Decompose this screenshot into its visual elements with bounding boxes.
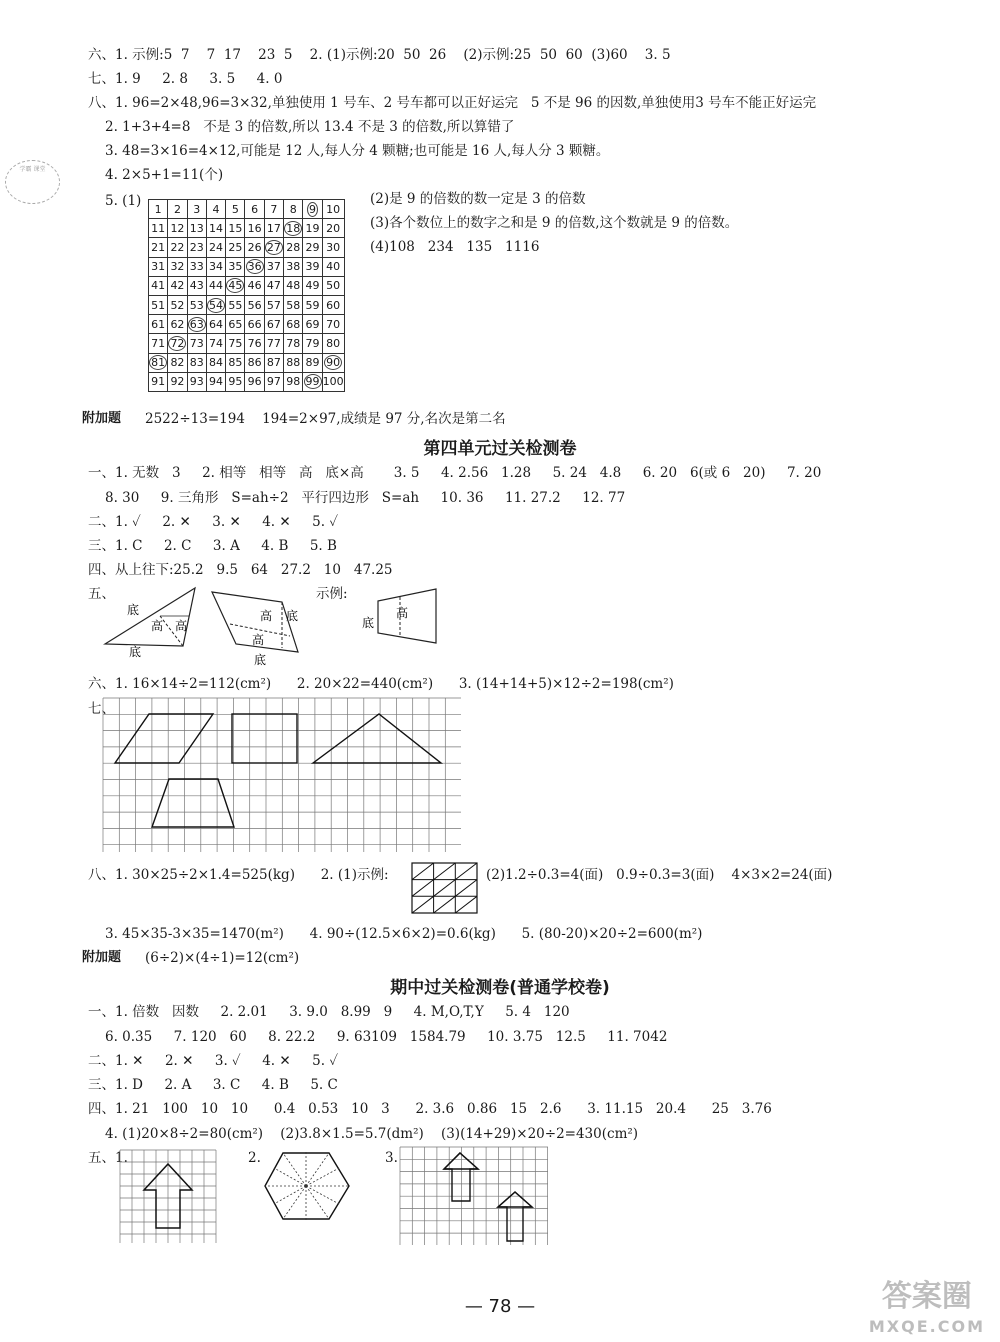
hundred-grid-cell: 60 <box>322 295 344 314</box>
hundred-grid-cell: 96 <box>245 372 264 391</box>
hundred-grid-cell: 57 <box>264 295 283 314</box>
unit4-line-4: 四、从上往下:25.2 9.5 64 27.2 10 47.25 <box>88 562 393 578</box>
hundred-grid-cell: 9 <box>303 200 322 219</box>
hundred-grid-cell: 27 <box>264 238 283 257</box>
unit4-line-7: 七、 <box>88 701 115 717</box>
hundred-grid-cell: 13 <box>187 219 206 238</box>
hundred-grid-cell: 1 <box>149 200 168 219</box>
hundred-grid-cell: 68 <box>284 315 303 334</box>
hundred-grid-cell: 44 <box>206 276 225 295</box>
hundred-grid-cell: 39 <box>303 257 322 276</box>
hundred-grid-cell: 2 <box>168 200 187 219</box>
hundred-grid-cell: 50 <box>322 276 344 295</box>
hundred-grid-cell: 56 <box>245 295 264 314</box>
hundred-grid-cell: 43 <box>187 276 206 295</box>
mid-line-5: 五、1. <box>88 1150 128 1166</box>
trapezoid-figure <box>360 587 450 653</box>
hundred-grid-cell: 71 <box>149 334 168 353</box>
unit4-line-1: 一、1. 无数 3 2. 相等 相等 高 底×高 3. 5 4. 2.56 1.28 5. 24 4.8 6. 20 6(或 6 20) 7. 20 <box>88 465 822 481</box>
unit4-line-8-2: (2)1.2÷0.3=4(面) 0.9÷0.3=3(面) 4×3×2=24(面) <box>486 867 833 883</box>
hundred-grid-cell: 7 <box>264 200 283 219</box>
hundred-grid-cell: 33 <box>187 257 206 276</box>
hundred-grid-cell: 48 <box>284 276 303 295</box>
hundred-grid-cell: 40 <box>322 257 344 276</box>
para-label-height-2: 高 <box>252 633 265 647</box>
parallelogram-figure <box>210 590 310 668</box>
hundred-grid-cell: 92 <box>168 372 187 391</box>
hundred-grid-cell: 18 <box>284 219 303 238</box>
mid-line-4: 四、1. 21 100 10 10 0.4 0.53 10 3 2. 3.6 0.86 15 2.6 3. 11.15 20.4 25 3.76 <box>88 1101 772 1117</box>
hundred-grid-cell: 34 <box>206 257 225 276</box>
hundred-grid-cell: 21 <box>149 238 168 257</box>
hundred-grid-cell: 19 <box>303 219 322 238</box>
mid-line-5-2: 2. <box>248 1150 261 1166</box>
hundred-grid-cell: 36 <box>245 257 264 276</box>
hundred-grid-row <box>149 200 345 219</box>
section-title-midterm: 期中过关检测卷(普通学校卷) <box>390 978 610 998</box>
hundred-grid-cell: 100 <box>322 372 344 391</box>
hundred-grid-row <box>149 353 345 372</box>
hundred-grid-cell: 53 <box>187 295 206 314</box>
watermark-logo: 答案圈 MXQE.COM <box>868 1279 985 1336</box>
hundred-grid-cell: 14 <box>206 219 225 238</box>
unit4-line-8-1: 八、1. 30×25÷2×1.4=525(kg) 2. (1)示例: <box>88 867 389 883</box>
drawing-grid-7 <box>103 698 465 856</box>
arrow-grid-figure <box>120 1150 218 1245</box>
trap-label-height: 高 <box>396 606 409 620</box>
hundred-grid-cell: 22 <box>168 238 187 257</box>
hundred-grid-cell: 91 <box>149 372 168 391</box>
hundred-grid-cell: 90 <box>322 353 344 372</box>
hundred-grid-row <box>149 315 345 334</box>
hundred-grid-cell: 74 <box>206 334 225 353</box>
hundred-grid-cell: 31 <box>149 257 168 276</box>
hundred-grid-cell: 45 <box>226 276 245 295</box>
unit4-line-5: 五、 <box>88 586 115 602</box>
hundred-grid-cell: 24 <box>206 238 225 257</box>
hundred-grid-cell: 69 <box>303 315 322 334</box>
hundred-grid-cell: 3 <box>187 200 206 219</box>
tiling-figure <box>411 862 479 914</box>
hundred-grid-cell: 29 <box>303 238 322 257</box>
hundred-grid-cell: 10 <box>322 200 344 219</box>
mid-line-1b: 6. 0.35 7. 120 60 8. 22.2 9. 63109 1584.79 10. 3.75 12.5 11. 7042 <box>105 1029 668 1045</box>
triangle-label-base: 底 <box>127 603 140 617</box>
hundred-grid-cell: 15 <box>226 219 245 238</box>
hundred-grid-cell: 38 <box>284 257 303 276</box>
hundred-grid-cell: 81 <box>149 353 168 372</box>
hundred-grid-cell: 37 <box>264 257 283 276</box>
hundred-grid-cell: 6 <box>245 200 264 219</box>
hundred-grid-cell: 85 <box>226 353 245 372</box>
answer-line-7: 七、1. 9 2. 8 3. 5 4. 0 <box>88 71 283 87</box>
answer-8-5-2: (2)是 9 的倍数的数一定是 3 的倍数 <box>370 191 586 207</box>
hundred-grid <box>148 199 345 392</box>
hundred-grid-cell: 84 <box>206 353 225 372</box>
hundred-grid-cell: 70 <box>322 315 344 334</box>
answer-line-8-2: 2. 1+3+4=8 不是 3 的倍数,所以 13.4 不是 3 的倍数,所以算错了 <box>105 119 515 135</box>
hundred-grid-cell: 5 <box>226 200 245 219</box>
answer-line-6: 六、1. 示例:5 7 7 17 23 5 2. (1)示例:20 50 26 (2)示例:25 50 60 (3)60 3. 5 <box>88 47 671 63</box>
unit4-line-8-3: 3. 45×35-3×35=1470(m²) 4. 90÷(12.5×6×2)=0.6(kg) 5. (80-20)×20÷2=600(m²) <box>105 926 703 942</box>
section-title-unit4: 第四单元过关检测卷 <box>423 439 577 459</box>
mid-line-5-3: 3. <box>385 1150 398 1166</box>
hundred-grid-cell: 97 <box>264 372 283 391</box>
para-label-base-2: 底 <box>254 653 267 667</box>
unit4-line-2: 二、1. ✓ 2. ✕ 3. ✕ 4. ✕ 5. ✓ <box>88 514 339 530</box>
hundred-grid-cell: 67 <box>264 315 283 334</box>
answer-8-5-4: (4)108 234 135 1116 <box>370 239 540 255</box>
para-label-height: 高 <box>260 609 273 623</box>
para-label-base: 底 <box>286 609 299 623</box>
hundred-grid-cell: 41 <box>149 276 168 295</box>
hundred-grid-cell: 78 <box>284 334 303 353</box>
unit4-line-5-example: 示例: <box>316 586 348 602</box>
hundred-grid-cell: 58 <box>284 295 303 314</box>
teacher-stamp: 学霸 课堂 <box>5 160 60 204</box>
hundred-grid-cell: 80 <box>322 334 344 353</box>
answer-line-8-5: 5. (1) <box>105 193 142 209</box>
hundred-grid-cell: 42 <box>168 276 187 295</box>
hundred-grid-cell: 63 <box>187 315 206 334</box>
hundred-grid-cell: 94 <box>206 372 225 391</box>
translation-grid-figure <box>400 1147 550 1247</box>
hundred-grid-row <box>149 276 345 295</box>
hundred-grid-cell: 88 <box>284 353 303 372</box>
hundred-grid-cell: 65 <box>226 315 245 334</box>
hundred-grid-cell: 52 <box>168 295 187 314</box>
hundred-grid-cell: 8 <box>284 200 303 219</box>
hundred-grid-cell: 61 <box>149 315 168 334</box>
hundred-grid-cell: 82 <box>168 353 187 372</box>
hundred-grid-cell: 49 <box>303 276 322 295</box>
hundred-grid-cell: 77 <box>264 334 283 353</box>
hundred-grid-cell: 72 <box>168 334 187 353</box>
hundred-grid-row <box>149 257 345 276</box>
mid-line-2: 二、1. ✕ 2. ✕ 3. ✓ 4. ✕ 5. ✓ <box>88 1053 339 1069</box>
hundred-grid-cell: 95 <box>226 372 245 391</box>
hundred-grid-row <box>149 334 345 353</box>
hundred-grid-row <box>149 372 345 391</box>
hundred-grid-cell: 75 <box>226 334 245 353</box>
triangle-label-base-2: 底 <box>129 645 142 659</box>
hundred-grid-cell: 51 <box>149 295 168 314</box>
hundred-grid-cell: 87 <box>264 353 283 372</box>
hundred-grid-cell: 46 <box>245 276 264 295</box>
hundred-grid-cell: 47 <box>264 276 283 295</box>
hundred-grid-cell: 11 <box>149 219 168 238</box>
answer-8-5-3: (3)各个数位上的数字之和是 9 的倍数,这个数就是 9 的倍数。 <box>370 215 739 231</box>
hundred-grid-cell: 86 <box>245 353 264 372</box>
hundred-grid-cell: 59 <box>303 295 322 314</box>
hundred-grid-cell: 17 <box>264 219 283 238</box>
hundred-grid-cell: 35 <box>226 257 245 276</box>
bonus-answer-2: (6÷2)×(4÷1)=12(cm²) <box>145 950 300 966</box>
hundred-grid-cell: 54 <box>206 295 225 314</box>
hundred-grid-cell: 16 <box>245 219 264 238</box>
bonus-answer-1: 2522÷13=194 194=2×97,成绩是 97 分,名次是第二名 <box>145 411 506 427</box>
hundred-grid-cell: 98 <box>284 372 303 391</box>
bonus-label: 附加题 <box>82 411 122 426</box>
hundred-grid-cell: 26 <box>245 238 264 257</box>
unit4-line-6: 六、1. 16×14÷2=112(cm²) 2. 20×22=440(cm²) 3. (14+14+5)×12÷2=198(cm²) <box>88 676 674 692</box>
hundred-grid-cell: 93 <box>187 372 206 391</box>
unit4-line-1b: 8. 30 9. 三角形 S=ah÷2 平行四边形 S=ah 10. 36 11. 27.2 12. 77 <box>105 490 626 506</box>
hundred-grid-cell: 32 <box>168 257 187 276</box>
hundred-grid-cell: 28 <box>284 238 303 257</box>
hundred-grid-cell: 55 <box>226 295 245 314</box>
hundred-grid-cell: 64 <box>206 315 225 334</box>
hundred-grid-cell: 62 <box>168 315 187 334</box>
hundred-grid-row <box>149 238 345 257</box>
hexagon-figure <box>263 1150 353 1222</box>
hundred-grid-cell: 66 <box>245 315 264 334</box>
hundred-grid-cell: 4 <box>206 200 225 219</box>
hundred-grid-cell: 79 <box>303 334 322 353</box>
hundred-grid-cell: 12 <box>168 219 187 238</box>
answer-line-8-3: 3. 48=3×16=4×12,可能是 12 人,每人分 4 颗糖;也可能是 16 人,每人分 3 颗糖。 <box>105 143 610 159</box>
hundred-grid-cell: 99 <box>303 372 322 391</box>
answer-line-8-4: 4. 2×5+1=11(个) <box>105 167 224 183</box>
mid-line-4b: 4. (1)20×8÷2=80(cm²) (2)3.8×1.5=5.7(dm²) (3)(14+29)×20÷2=430(cm²) <box>105 1126 639 1142</box>
hundred-grid-row <box>149 219 345 238</box>
triangle-label-height-2: 高 <box>175 619 188 633</box>
triangle-figure <box>105 586 205 658</box>
answer-line-8-1: 八、1. 96=2×48,96=3×32,单独使用 1 号车、2 号车都可以正好运完 5 不是 96 的因数,单独使用3 号车不能正好运完 <box>88 95 817 111</box>
hundred-grid-cell: 30 <box>322 238 344 257</box>
hundred-grid-cell: 89 <box>303 353 322 372</box>
hundred-grid-cell: 73 <box>187 334 206 353</box>
hundred-grid-cell: 25 <box>226 238 245 257</box>
hundred-grid-cell: 20 <box>322 219 344 238</box>
triangle-label-height: 高 <box>151 619 164 633</box>
hundred-grid-cell: 83 <box>187 353 206 372</box>
hundred-grid-row <box>149 295 345 314</box>
hundred-grid-cell: 76 <box>245 334 264 353</box>
mid-line-1: 一、1. 倍数 因数 2. 2.01 3. 9.0 8.99 9 4. M,O,T,Y 5. 4 120 <box>88 1004 570 1020</box>
mid-line-3: 三、1. D 2. A 3. C 4. B 5. C <box>88 1077 338 1093</box>
bonus-label-2: 附加题 <box>82 950 122 965</box>
unit4-line-3: 三、1. C 2. C 3. A 4. B 5. B <box>88 538 337 554</box>
trap-label-base: 底 <box>362 616 375 630</box>
hundred-grid-cell: 23 <box>187 238 206 257</box>
page-number: — 78 — <box>464 1296 536 1317</box>
